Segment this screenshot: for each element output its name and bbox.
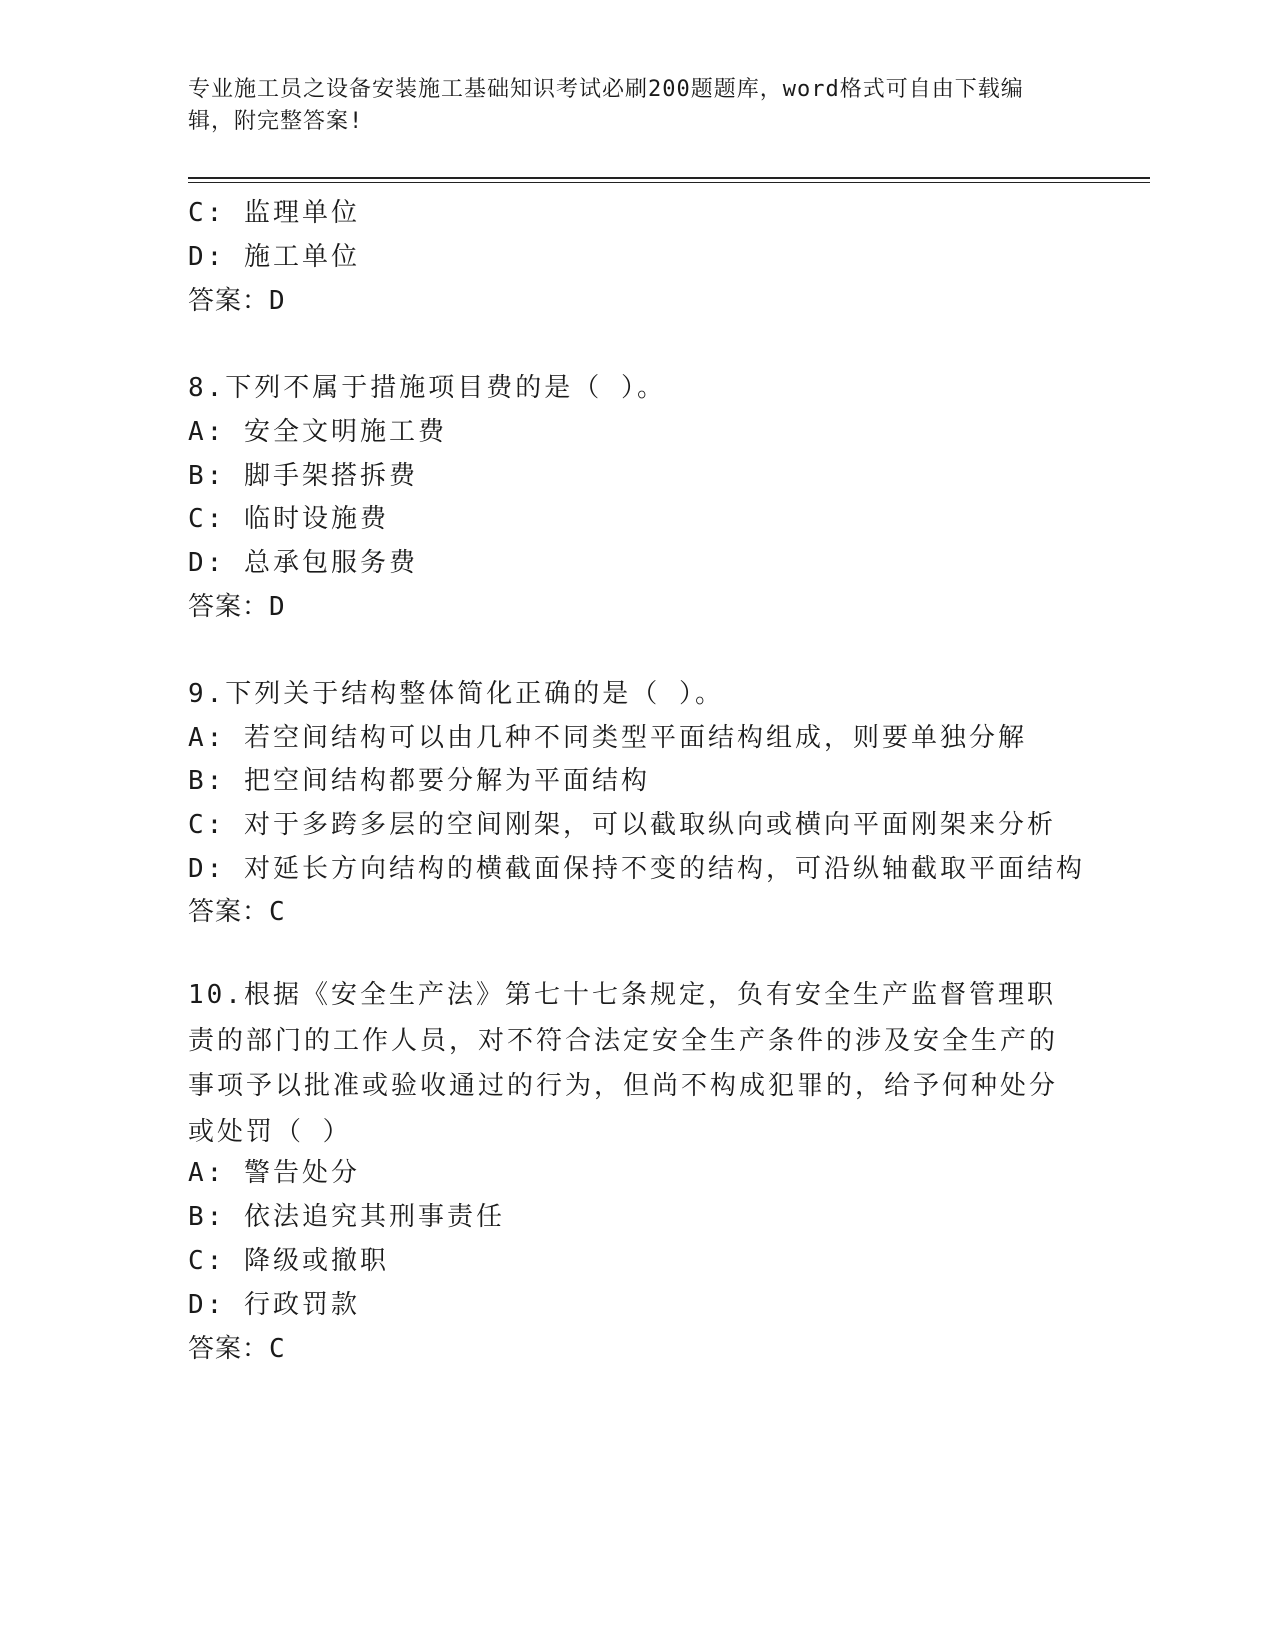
q10-option-d: D: 行政罚款 (188, 1290, 360, 1320)
q9-option-c: C: 对于多跨多层的空间刚架，可以截取纵向或横向平面刚架来分析 (188, 810, 1056, 840)
document-header: 专业施工员之设备安装施工基础知识考试必刷200题题库，word格式可自由下载编辑，附完整答案! (188, 77, 1024, 134)
q8-option-c: C: 临时设施费 (188, 504, 389, 534)
q7-option-c: C: 监理单位 (188, 198, 360, 228)
q10-answer: 答案：C (188, 1334, 286, 1364)
q9-option-b: B: 把空间结构都要分解为平面结构 (188, 766, 650, 796)
q9-answer: 答案：C (188, 897, 286, 927)
q9-question: 9.下列关于结构整体简化正确的是（ ）。 (188, 679, 724, 709)
q8-option-d: D: 总承包服务费 (188, 548, 418, 578)
q10-option-a: A: 警告处分 (188, 1158, 360, 1188)
q8-answer: 答案：D (188, 592, 286, 622)
q10-question: 10.根据《安全生产法》第七十七条规定，负有安全生产监督管理职责的部门的工作人员，对不符合法定安全生产条件的涉及安全生产的事项予以批准或验收通过的行为，但尚不构成犯罪的，给予何种处分或处罚（ ） (188, 980, 1059, 1147)
q9-option-a: A: 若空间结构可以由几种不同类型平面结构组成，则要单独分解 (188, 723, 1027, 753)
q8-option-b: B: 脚手架搭拆费 (188, 461, 418, 491)
header-divider-thin (188, 182, 1150, 183)
header-divider-thick (188, 177, 1150, 179)
q8-question: 8.下列不属于措施项目费的是（ ）。 (188, 373, 666, 403)
q7-option-d: D: 施工单位 (188, 242, 360, 272)
q9-option-d: D: 对延长方向结构的横截面保持不变的结构，可沿纵轴截取平面结构 (188, 854, 1085, 884)
q8-option-a: A: 安全文明施工费 (188, 417, 447, 447)
q10-option-b: B: 依法追究其刑事责任 (188, 1202, 505, 1232)
q7-answer: 答案：D (188, 286, 286, 316)
q10-option-c: C: 降级或撤职 (188, 1246, 389, 1276)
